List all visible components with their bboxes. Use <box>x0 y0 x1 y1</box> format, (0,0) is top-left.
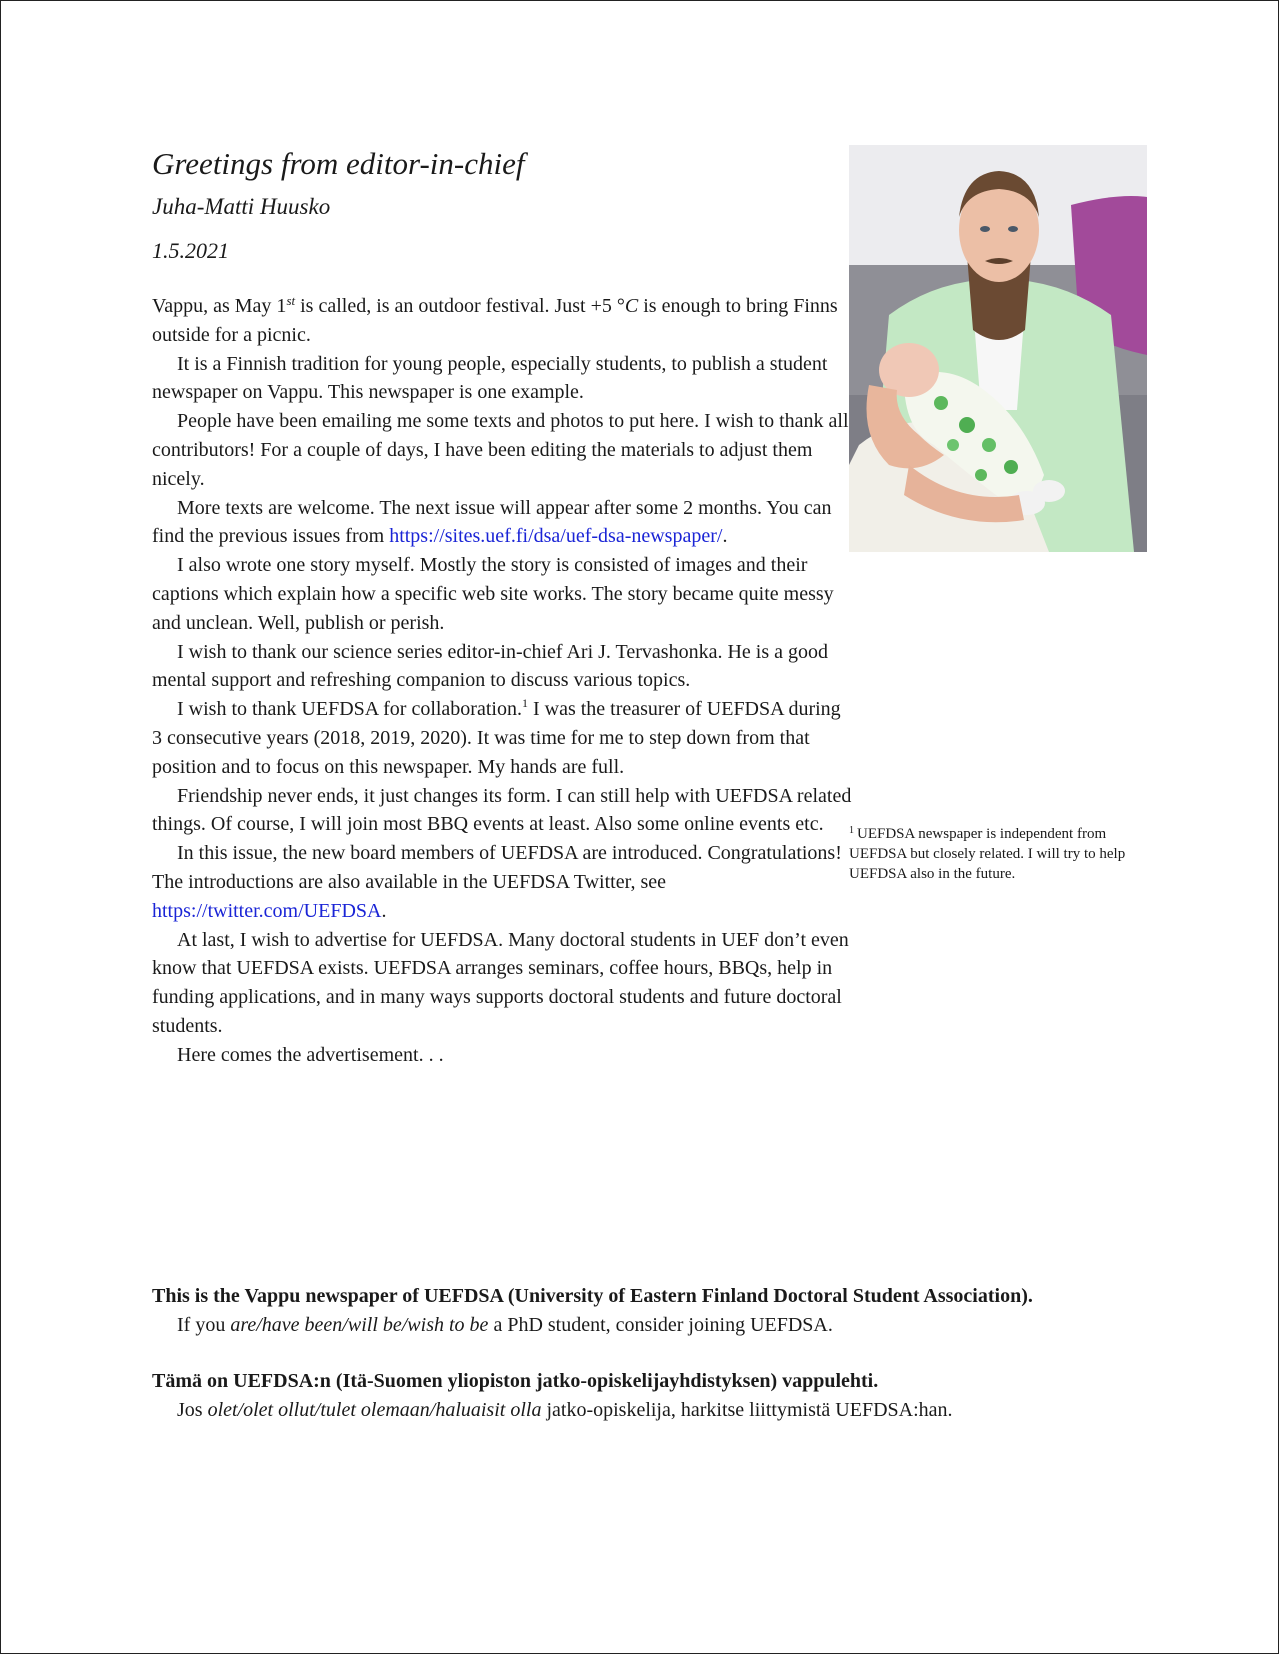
text-span: . <box>722 525 728 548</box>
paragraph: At last, I wish to advertise for UEFDSA. Many doctoral students in UEF don’t even know that UEFDSA exists. UEFDSA arranges seminars, coffee hours, BBQs, help in funding applications, and in many ways supports doctoral students and future doctoral students. <box>152 928 849 1037</box>
text-span: I wish to thank UEFDSA for collaboration. <box>177 698 522 721</box>
paragraph <box>152 292 852 350</box>
footnote <box>849 824 1149 884</box>
text-span: I was the treasurer of UEFDSA during 3 consecutive years (2018, 2019, 2020). It was time for me to step down from that position and to focus on this newspaper. My hands are full. <box>152 698 841 778</box>
text-span: is called, is an outdoor festival. Just +5 ° <box>295 295 625 317</box>
paragraph: People have been emailing me some texts and photos to put here. I wish to thank all contributors! For a couple of days, I have been editing the materials to adjust them nicely. <box>152 410 849 490</box>
paragraph: I wish to thank our science series editor-in-chief Ari J. Tervashonka. He is a good mental support and refreshing companion to discuss various topics. <box>152 640 828 692</box>
footnote-marker[interactable]: 1 <box>521 696 528 711</box>
paragraph <box>152 494 852 552</box>
text-span: . <box>381 899 387 922</box>
text-span: Jos <box>177 1399 208 1421</box>
text-span: More texts are welcome. The next issue will appear after some 2 months. You can find the previous issues from <box>152 496 832 548</box>
footnote-text: UEFDSA newspaper is independent from UEFDSA but closely related. I will try to help UEFDSA also in the future. <box>849 826 1126 882</box>
previous-issues-link[interactable]: https://sites.uef.fi/dsa/uef-dsa-newspaper/ <box>389 525 723 548</box>
text-span: If you <box>177 1314 231 1336</box>
promo-heading: This is the Vappu newspaper of UEFDSA (University of Eastern Finland Doctoral Student Association). <box>152 1285 1033 1307</box>
paragraph: Friendship never ends, it just changes its form. I can still help with UEFDSA related things. Of course, I will join most BBQ events at least. Also some online events etc. <box>152 784 852 836</box>
promo-line <box>152 1396 1152 1425</box>
text-span: a PhD student, consider joining UEFDSA. <box>488 1314 833 1336</box>
text-span: jatko-opiskelija, harkitse liittymistä UEFDSA:han. <box>541 1399 953 1421</box>
promo-finnish <box>152 1367 1152 1425</box>
text-span-italic: olet/olet ollut/tulet olemaan/haluaisit olla <box>207 1399 542 1421</box>
article-title: Greetings from editor-in-chief <box>152 146 525 181</box>
promo-line <box>152 1311 1152 1340</box>
superscript: st <box>286 293 296 308</box>
paragraph <box>152 695 852 781</box>
text-span: In this issue, the new board members of UEFDSA are introduced. Congratulations! The introductions are also available in the UEFDSA Twitter, see <box>152 842 842 893</box>
editor-photo <box>849 145 1147 552</box>
paragraph <box>152 839 852 925</box>
article-author: Juha-Matti Huusko <box>152 194 331 219</box>
portrait-illustration <box>849 145 1147 552</box>
temperature-unit: C <box>624 295 639 317</box>
article-body <box>152 292 852 1070</box>
promo-heading: Tämä on UEFDSA:n (Itä-Suomen yliopiston jatko-opiskelijayhdistyksen) vappulehti. <box>152 1370 879 1392</box>
article-date: 1.5.2021 <box>152 238 229 263</box>
text-span-italic: are/have been/will be/wish to be <box>230 1314 489 1336</box>
paragraph: I also wrote one story myself. Mostly the story is consisted of images and their captions which explain how a specific web site works. The story became quite messy and unclean. Well, publish or perish. <box>152 554 834 634</box>
paragraph: It is a Finnish tradition for young people, especially students, to publish a student newspaper on Vappu. This newspaper is one example. <box>152 352 828 404</box>
text-span: is enough to bring Finns outside for a picnic. <box>152 295 838 346</box>
footnote-number: 1 <box>849 825 854 836</box>
text-span: Vappu, as May 1 <box>152 295 287 317</box>
paragraph: Here comes the advertisement. . . <box>177 1043 444 1066</box>
twitter-link[interactable]: https://twitter.com/UEFDSA <box>152 899 382 922</box>
promo-english <box>152 1282 1152 1340</box>
